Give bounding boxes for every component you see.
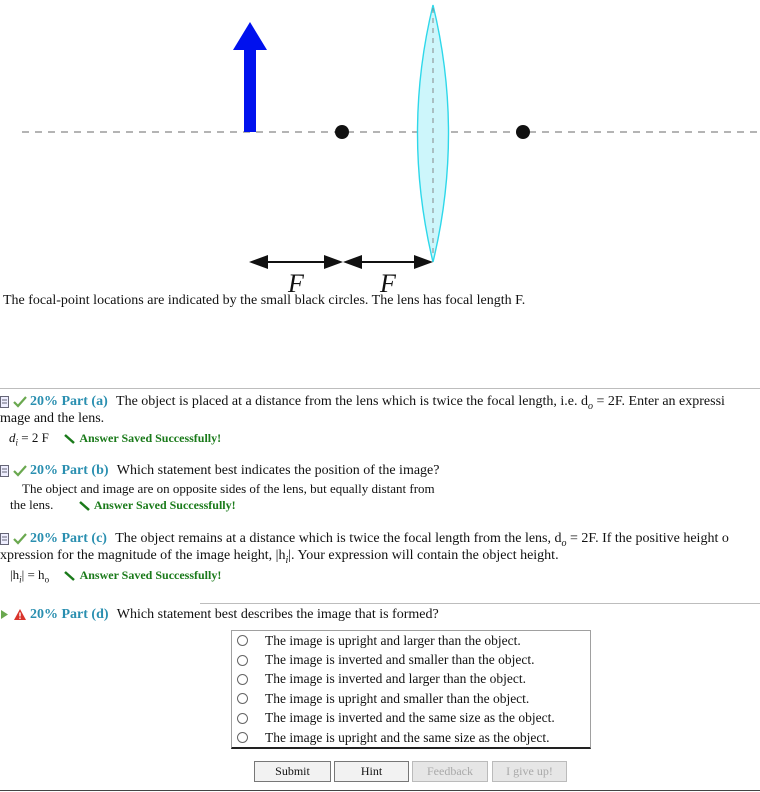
part-b-answer-line2: the lens. Answer Saved Successfully! <box>10 497 236 512</box>
part-c-answer: $|h_i| = h_o$ Answer Saved Successfully! <box>10 567 222 585</box>
give-up-button[interactable]: I give up! <box>492 761 567 782</box>
radio-button[interactable] <box>237 693 248 704</box>
feedback-button[interactable]: Feedback <box>412 761 488 782</box>
part-c-text: The object remains at a distance which is twice the focal length from the lens, d <box>115 531 562 546</box>
notes-icon[interactable] <box>0 465 9 477</box>
focal-point-right <box>516 125 530 139</box>
part-c-continuation: xpression for the magnitude of the image height, $|h_i|$. Your expression will contain the object height. <box>0 548 559 566</box>
notes-icon[interactable] <box>0 533 9 545</box>
part-b-header <box>0 463 439 479</box>
part-b-text: Which statement best indicates the position of the image? <box>116 463 440 478</box>
converging-lens <box>418 5 449 262</box>
radio-button[interactable] <box>237 655 248 666</box>
pencil-icon <box>79 501 91 511</box>
pencil-icon <box>64 571 76 581</box>
option-label: The image is inverted and the same size as the object. <box>265 710 555 726</box>
option-label: The image is inverted and smaller than the object. <box>265 652 535 668</box>
option-row[interactable] <box>232 670 590 689</box>
radio-button[interactable] <box>237 635 248 646</box>
check-icon <box>13 533 27 545</box>
radio-button[interactable] <box>237 674 248 685</box>
radio-button[interactable] <box>237 713 248 724</box>
saved-message: Answer Saved Successfully! <box>79 568 222 582</box>
part-d-header <box>0 607 439 623</box>
option-label: The image is inverted and larger than the object. <box>265 671 527 687</box>
answer-options <box>231 630 591 749</box>
part-c-label: Part (c) <box>61 531 107 546</box>
focal-label-right: F <box>380 269 396 296</box>
part-a-label: Part (a) <box>61 394 108 409</box>
part-c-header: 20% Part (c) The object remains at a distance which is twice the focal length from the lens, $d_o = 2F$. If the positive height o <box>0 531 729 549</box>
bottom-divider <box>0 790 760 791</box>
submit-button[interactable]: Submit <box>254 761 331 782</box>
check-icon <box>13 396 27 408</box>
expand-triangle-icon[interactable] <box>0 609 9 620</box>
lens-diagram <box>0 0 760 296</box>
part-a-answer: $d_i = 2$ F Answer Saved Successfully! <box>9 430 222 448</box>
part-d-text: Which statement best describes the image that is formed? <box>116 607 439 622</box>
focal-length-arrows <box>249 255 433 269</box>
option-row[interactable] <box>232 631 590 650</box>
notes-icon[interactable] <box>0 396 9 408</box>
part-a-percent: 20% <box>30 394 58 409</box>
check-icon <box>13 465 27 477</box>
part-b-answer-line1: The object and image are on opposite sides of the lens, but equally distant from <box>22 481 435 496</box>
part-d-percent: 20% <box>30 607 58 622</box>
option-row[interactable] <box>232 689 590 708</box>
divider <box>0 388 760 389</box>
option-label: The image is upright and larger than the object. <box>265 632 521 648</box>
focal-label-left: F <box>288 269 304 296</box>
radio-button[interactable] <box>237 732 248 743</box>
part-a-header: 20% Part (a) The object is placed at a distance from the lens which is twice the focal length, i.e. $d_o = 2F$. Enter an expressi <box>0 394 725 412</box>
part-b-percent: 20% <box>30 463 58 478</box>
divider <box>200 603 760 604</box>
option-row[interactable] <box>232 709 590 728</box>
pencil-icon <box>64 434 76 444</box>
focal-point-left <box>335 125 349 139</box>
option-row[interactable] <box>232 650 590 669</box>
option-label: The image is upright and smaller than the object. <box>265 690 530 706</box>
part-c-percent: 20% <box>30 531 58 546</box>
object-arrow-shaft <box>244 48 256 132</box>
part-b-label: Part (b) <box>61 463 109 478</box>
option-row[interactable] <box>232 728 590 747</box>
saved-message: Answer Saved Successfully! <box>93 498 236 512</box>
hint-button[interactable]: Hint <box>334 761 409 782</box>
part-a-text: The object is placed at a distance from the lens which is twice the focal length, i.e. d <box>116 394 588 409</box>
diagram-caption: The focal-point locations are indicated by the small black circles. The lens has focal length F. <box>3 293 526 308</box>
saved-message: Answer Saved Successfully! <box>79 431 222 445</box>
object-arrow-head <box>233 22 267 50</box>
option-label: The image is upright and the same size as the object. <box>265 729 550 745</box>
part-a-continuation: mage and the lens. <box>0 411 105 426</box>
part-d-label: Part (d) <box>61 607 109 622</box>
warning-icon <box>13 608 27 621</box>
